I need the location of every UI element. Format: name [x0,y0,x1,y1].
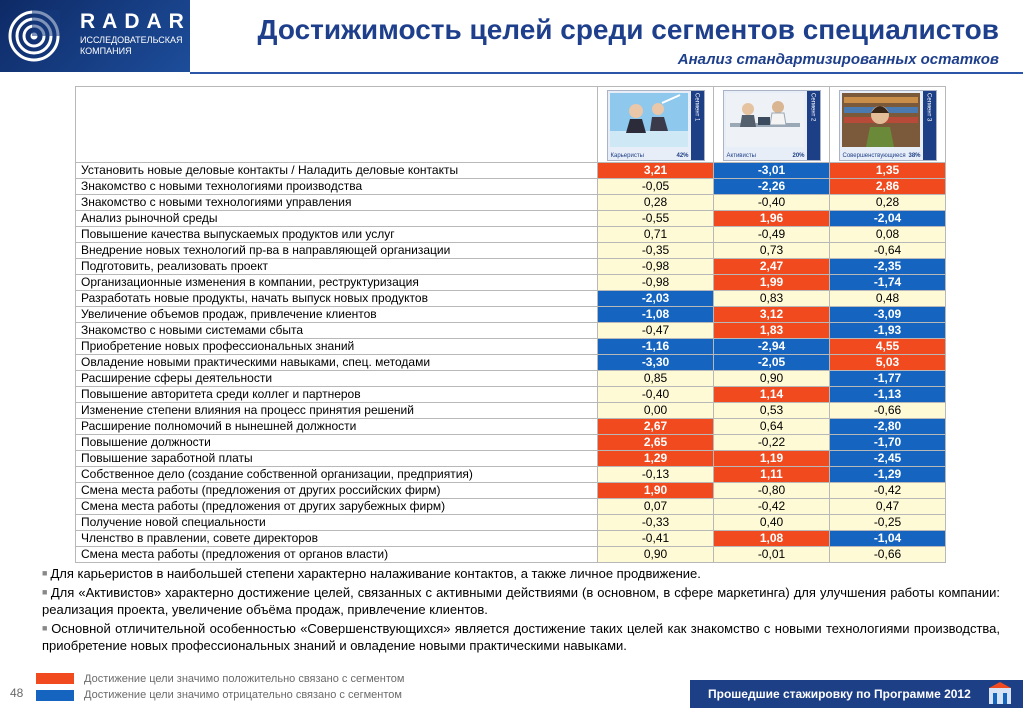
careerists-photo-icon [610,93,688,147]
residual-cell-segment-2: -0,40 [714,195,830,211]
goal-label: Организационные изменения в компании, реструктуризация [76,275,598,291]
table-header-row [76,87,946,163]
table-row [76,259,946,275]
legend-positive-swatch [36,673,74,684]
segment-card [723,90,821,161]
residual-cell-segment-2: 0,40 [714,515,830,531]
segment-percent: 42% [676,153,689,159]
residual-cell-segment-2: -0,01 [714,547,830,563]
table-row [76,211,946,227]
residual-cell-segment-3: 0,28 [830,195,946,211]
goal-label: Повышение качества выпускаемых продуктов или услуг [76,227,598,243]
goal-label: Изменение степени влияния на процесс принятия решений [76,403,598,419]
residual-cell-segment-3: 0,48 [830,291,946,307]
residual-cell-segment-2: 1,96 [714,211,830,227]
residual-cell-segment-1: 2,65 [598,435,714,451]
square-bullet-icon: ■ [42,623,49,633]
residual-cell-segment-1: 0,85 [598,371,714,387]
conclusion-paragraph: ■ Основной отличительной особенностью «Совершенствующихся» является достижение таких целей как знакомство с новыми технологиями производства, приобретение новых профессиональных знаний и овладение новыми практическими навыками. [42,621,1000,653]
segment-card [839,90,937,161]
header-empty-cell [76,87,598,163]
table-row [76,195,946,211]
residual-cell-segment-3: -1,70 [830,435,946,451]
residual-cell-segment-1: -0,98 [598,259,714,275]
table-row [76,467,946,483]
residual-cell-segment-3: -1,74 [830,275,946,291]
goals-by-segment-table [75,86,946,563]
segment-header-1 [598,87,714,163]
footer-caption: Прошедшие стажировку по Программе 2012 [708,687,971,701]
residual-cell-segment-3: 0,47 [830,499,946,515]
table-row [76,435,946,451]
goal-label: Повышение должности [76,435,598,451]
table-row [76,291,946,307]
table-row [76,243,946,259]
goal-label: Внедрение новых технологий пр-ва в направляющей организации [76,243,598,259]
residual-cell-segment-2: 1,08 [714,531,830,547]
goal-label: Смена места работы (предложения от органов власти) [76,547,598,563]
residual-cell-segment-2: 2,47 [714,259,830,275]
residual-cell-segment-1: -0,40 [598,387,714,403]
residual-cell-segment-3: -1,29 [830,467,946,483]
square-bullet-icon: ■ [42,587,48,597]
title-divider [190,72,1023,74]
residual-cell-segment-1: -3,30 [598,355,714,371]
residual-cell-segment-3: -1,77 [830,371,946,387]
square-bullet-icon: ■ [42,568,48,578]
residual-cell-segment-1: 1,29 [598,451,714,467]
goal-label: Смена места работы (предложения от других российских фирм) [76,483,598,499]
page-subtitle: Анализ стандартизированных остатков [677,51,999,68]
table-row [76,483,946,499]
activists-photo-icon [726,93,804,147]
residual-cell-segment-3: -3,09 [830,307,946,323]
residual-cell-segment-3: 4,55 [830,339,946,355]
residual-cell-segment-1: -0,41 [598,531,714,547]
table-row [76,371,946,387]
residual-cell-segment-2: 1,14 [714,387,830,403]
legend-negative-swatch [36,690,74,701]
goal-label: Знакомство с новыми системами сбыта [76,323,598,339]
table-row [76,547,946,563]
table-row [76,339,946,355]
residual-cell-segment-1: -0,13 [598,467,714,483]
goal-label: Разработать новые продукты, начать выпуск новых продуктов [76,291,598,307]
residual-cell-segment-3: -0,64 [830,243,946,259]
table-row [76,403,946,419]
table-row [76,355,946,371]
table-row [76,531,946,547]
goal-label: Членство в правлении, совете директоров [76,531,598,547]
conclusion-paragraph: ■ Для «Активистов» характерно достижение целей, связанных с активными действиями (в основном, в сфере маркетинга) для улучшения работы компании: реализация проекта, увеличение объёма продаж, привлечение клиентов. [42,585,1000,617]
residual-cell-segment-1: -1,16 [598,339,714,355]
segment-percent: 20% [792,153,805,159]
residual-cell-segment-1: -2,03 [598,291,714,307]
residual-cell-segment-1: 3,21 [598,163,714,179]
residual-cell-segment-3: 5,03 [830,355,946,371]
page-number: 48 [10,686,24,700]
residual-cell-segment-3: -1,93 [830,323,946,339]
goal-label: Расширение полномочий в нынешней должности [76,419,598,435]
residual-cell-segment-3: -0,42 [830,483,946,499]
residual-cell-segment-2: 0,53 [714,403,830,419]
radar-logo [0,0,190,72]
goal-label: Установить новые деловые контакты / Наладить деловые контакты [76,163,598,179]
residual-cell-segment-3: -1,13 [830,387,946,403]
residual-cell-segment-1: 2,67 [598,419,714,435]
residual-cell-segment-1: -0,98 [598,275,714,291]
residual-cell-segment-1: -0,33 [598,515,714,531]
residual-cell-segment-2: 0,64 [714,419,830,435]
radar-rings-icon [8,10,60,62]
segment-band-label: Сегмент 1 [693,93,700,122]
conclusion-paragraph: ■ Для карьеристов в наибольшей степени характерно налаживание контактов, а также личное продвижение. [42,566,701,581]
goal-label: Знакомство с новыми технологиями производства [76,179,598,195]
residual-cell-segment-1: 0,71 [598,227,714,243]
residual-cell-segment-3: -2,04 [830,211,946,227]
table-row [76,387,946,403]
table-row [76,419,946,435]
residual-cell-segment-2: -0,80 [714,483,830,499]
goal-label: Подготовить, реализовать проект [76,259,598,275]
table-row [76,227,946,243]
residual-cell-segment-2: 1,83 [714,323,830,339]
residual-cell-segment-3: -0,25 [830,515,946,531]
residual-cell-segment-2: 1,19 [714,451,830,467]
goal-label: Повышение заработной платы [76,451,598,467]
table-row [76,307,946,323]
brand-subtitle-line-1: ИССЛЕДОВАТЕЛЬСКАЯ [80,35,183,45]
goal-label: Анализ рыночной среды [76,211,598,227]
table-row [76,499,946,515]
segment-header-2 [714,87,830,163]
residual-cell-segment-1: 0,90 [598,547,714,563]
goal-label: Расширение сферы деятельности [76,371,598,387]
residual-cell-segment-2: -3,01 [714,163,830,179]
segment-name: Совершенствующиеся [842,153,906,159]
residual-cell-segment-2: -2,26 [714,179,830,195]
goal-label: Увеличение объемов продаж, привлечение клиентов [76,307,598,323]
residual-cell-segment-3: -0,66 [830,403,946,419]
brand-subtitle-line-2: КОМПАНИЯ [80,46,132,56]
residual-cell-segment-3: -2,45 [830,451,946,467]
residual-cell-segment-2: 0,73 [714,243,830,259]
goal-label: Смена места работы (предложения от других зарубежных фирм) [76,499,598,515]
residual-cell-segment-1: -0,55 [598,211,714,227]
footer-band [690,680,1023,708]
residual-cell-segment-1: 0,00 [598,403,714,419]
table-row [76,323,946,339]
table-row [76,275,946,291]
residual-cell-segment-3: -2,80 [830,419,946,435]
table-row [76,515,946,531]
residual-cell-segment-2: -2,05 [714,355,830,371]
residual-cell-segment-2: 1,11 [714,467,830,483]
segment-header-3 [830,87,946,163]
goal-label: Знакомство с новыми технологиями управления [76,195,598,211]
table-row [76,179,946,195]
goal-label: Приобретение новых профессиональных знаний [76,339,598,355]
residual-cell-segment-1: 0,07 [598,499,714,515]
residual-cell-segment-2: -2,94 [714,339,830,355]
segment-card [607,90,705,161]
residual-cell-segment-1: -0,05 [598,179,714,195]
goal-label: Овладение новыми практическими навыками, спец. методами [76,355,598,371]
segment-name: Карьеристы [610,153,644,159]
segment-band-label: Сегмент 2 [809,93,816,122]
residual-cell-segment-2: -0,22 [714,435,830,451]
residual-cell-segment-1: -0,35 [598,243,714,259]
self-improvers-photo-icon [842,93,920,147]
program-emblem-icon [987,682,1013,706]
residual-cell-segment-1: 1,90 [598,483,714,499]
brand-name: RADAR [80,10,191,33]
residual-cell-segment-1: -1,08 [598,307,714,323]
goal-label: Собственное дело (создание собственной организации, предприятия) [76,467,598,483]
residual-cell-segment-1: -0,47 [598,323,714,339]
residual-cell-segment-3: 0,08 [830,227,946,243]
residual-cell-segment-3: 2,86 [830,179,946,195]
segment-name: Активисты [726,153,756,159]
residual-cell-segment-3: -1,04 [830,531,946,547]
residual-cell-segment-3: -0,66 [830,547,946,563]
residual-cell-segment-2: 1,99 [714,275,830,291]
goal-label: Получение новой специальности [76,515,598,531]
residual-cell-segment-2: -0,49 [714,227,830,243]
residual-cell-segment-3: 1,35 [830,163,946,179]
residual-cell-segment-2: 3,12 [714,307,830,323]
residual-cell-segment-2: 0,83 [714,291,830,307]
goal-label: Повышение авторитета среди коллег и партнеров [76,387,598,403]
legend-positive-label: Достижение цели значимо положительно связано с сегментом [84,673,405,685]
conclusions-text [42,565,1000,656]
residual-cell-segment-2: -0,42 [714,499,830,515]
segment-percent: 38% [908,153,921,159]
table-row [76,163,946,179]
table-row [76,451,946,467]
residual-cell-segment-3: -2,35 [830,259,946,275]
residual-cell-segment-1: 0,28 [598,195,714,211]
page-title: Достижимость целей среди сегментов специалистов [257,14,999,45]
residual-cell-segment-2: 0,90 [714,371,830,387]
legend-negative-label: Достижение цели значимо отрицательно связано с сегментом [84,689,402,701]
segment-band-label: Сегмент 3 [925,93,932,122]
